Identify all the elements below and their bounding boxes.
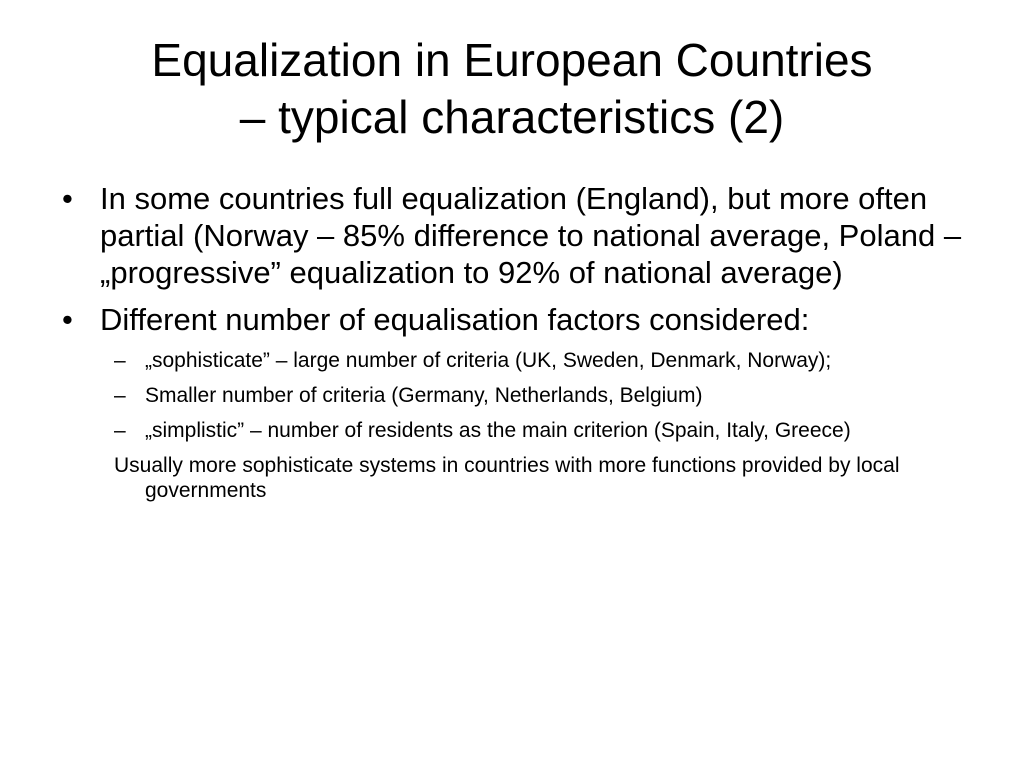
sub-bullet-item [62,418,962,443]
summary-note: Usually more sophisticate systems in countries with more functions provided by local governments [114,454,900,502]
sub-bullet-text: Smaller number of criteria (Germany, Netherlands, Belgium) [145,384,703,407]
dash-mark-icon: – [114,419,126,442]
dash-mark-icon: – [114,384,126,407]
sub-bullet-text: „simplistic” – number of residents as the main criterion (Spain, Italy, Greece) [145,419,851,442]
title-line-1: Equalization in European Countries [151,34,873,86]
sub-bullet-text: „sophisticate” – large number of criteria (UK, Sweden, Denmark, Norway); [145,349,832,372]
sub-bullet-list [62,348,962,443]
dash-mark-icon: – [114,349,126,372]
bullet-item [62,301,962,338]
title-line-2: – typical characteristics (2) [239,91,785,143]
bullet-mark-icon: • [62,302,73,337]
slide-body [62,180,962,503]
sub-bullet-item [62,348,962,373]
bullet-text: In some countries full equalization (England), but more often partial (Norway – 85% difference to national average, Poland – „progressive” equalization to 92% of national average) [100,181,962,290]
sub-bullet-item [62,383,962,408]
bullet-item [62,180,962,291]
bullet-mark-icon: • [62,181,73,216]
slide-title [40,32,984,146]
bullet-text: Different number of equalisation factors considered: [100,302,810,337]
